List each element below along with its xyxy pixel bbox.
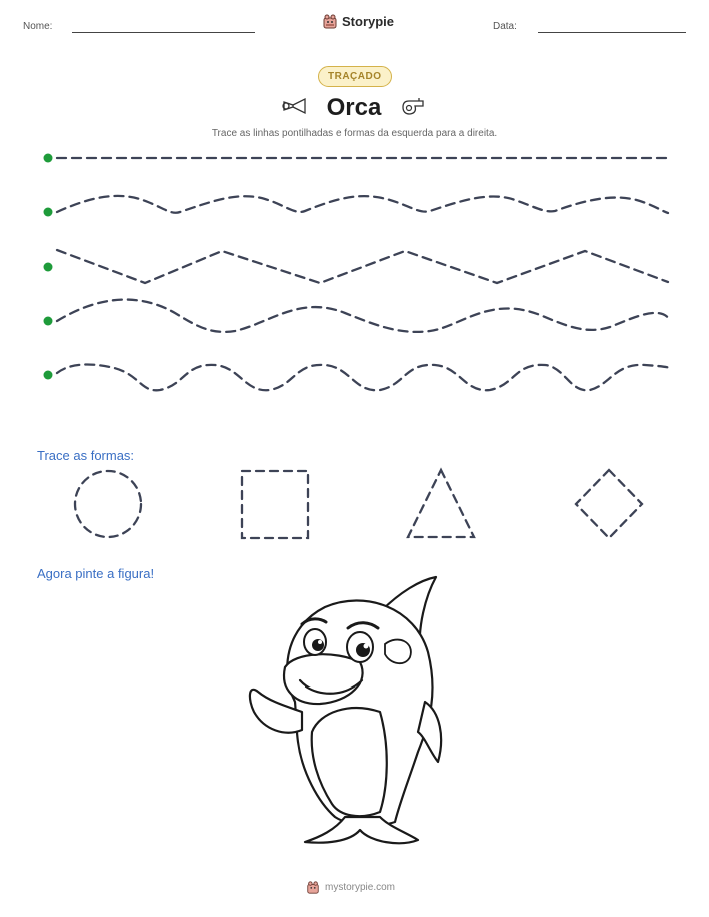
brand-name: Storypie [342,13,395,29]
footer-site-link[interactable]: mystorypie.com [325,881,396,893]
diamond-icon [576,470,642,538]
start-dot [44,317,53,326]
storypie-logo-icon [306,880,320,894]
tracing-line-zigzag [57,250,668,283]
triangle-icon [408,470,474,537]
activity-badge: TRAÇADO [318,66,392,87]
page-title: Orca [326,94,382,121]
whistle-icon [399,95,429,117]
tracing-line-wave [57,196,668,213]
name-label: Nome: [23,21,53,32]
name-field[interactable] [72,32,255,33]
tracing-area[interactable] [0,145,709,395]
circle-icon [75,471,141,537]
instructions: Trace as linhas pontilhadas e formas da esquerda para a direita. [211,128,498,139]
shapes-section-label: Trace as formas: [37,448,135,463]
orca-coloring-figure[interactable] [240,572,470,864]
date-field[interactable] [538,32,686,33]
start-dot [44,263,53,272]
start-dot [44,154,53,163]
storypie-logo-icon [322,13,338,29]
coloring-section-label: Agora pinte a figura! [37,566,155,581]
brand [322,13,394,29]
square-icon [242,471,308,538]
footer [306,880,395,894]
tracing-line-wave-large [57,300,670,332]
start-dot [44,371,53,380]
shapes-area[interactable] [0,460,709,550]
date-label: Data: [493,21,517,32]
start-dot [44,208,53,217]
tracing-line-wave-bumpy [57,365,670,391]
